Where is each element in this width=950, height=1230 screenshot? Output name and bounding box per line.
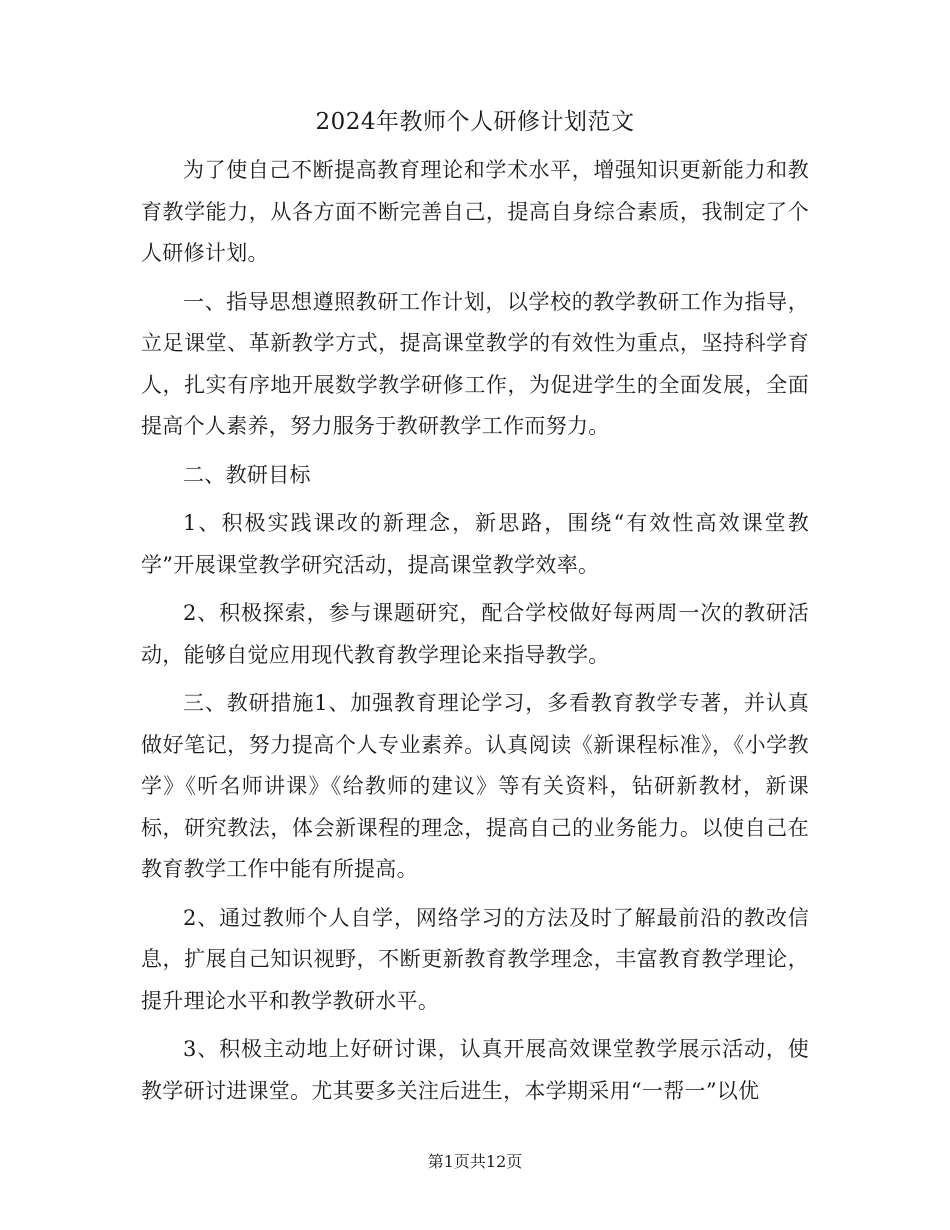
paragraph-intro: 为了使自己不断提高教育理论和学术水平，增强知识更新能力和教育教学能力，从各方面不断完善自己，提高自身综合素质，我制定了个人研修计划。 (141, 158, 809, 265)
paragraph-guiding-thought: 一、指导思想遵照教研工作计划，以学校的教学教研工作为指导，立足课堂、革新教学方式，提高课堂教学的有效性为重点，坚持科学育人，扎实有序地开展数学教学研修工作，为促进学生的全面发展，全面提高个人素养，努力服务于教研教学工作而努力。 (141, 289, 809, 438)
paragraph-research-goals-heading: 二、教研目标 (183, 462, 311, 487)
document-body (141, 150, 809, 1119)
paragraph-goal-2: 2、积极探索，参与课题研究，配合学校做好每两周一次的教研活动，能够自觉应用现代教育教学理论来指导教学。 (141, 601, 809, 667)
paragraph-measures-1: 三、教研措施1、加强教育理论学习，多看教育教学专著，并认真做好笔记，努力提高个人专业素养。认真阅读《新课程标准》，《小学教学》《听名师讲课》《给教师的建议》等有关资料，钻研新教材，新课标，研究教法，体会新课程的理念，提高自己的业务能力。以使自己在教育教学工作中能有所提高。 (141, 691, 809, 881)
document-title: 2024年教师个人研修计划范文 (315, 109, 635, 135)
paragraph-measures-3: 3、积极主动地上好研讨课，认真开展高效课堂教学展示活动，使教学研讨进课堂。尤其要多关注后进生，本学期采用“一帮一”以优 (141, 1037, 809, 1103)
page-number-footer: 第1页共12页 (427, 1152, 523, 1171)
paragraph-measures-2: 2、通过教师个人自学，网络学习的方法及时了解最前沿的教改信息，扩展自己知识视野，不断更新教育教学理念，丰富教育教学理论，提升理论水平和教学教研水平。 (141, 905, 809, 1013)
paragraph-goal-1: 1、积极实践课改的新理念，新思路，围绕“有效性高效课堂教学”开展课堂教学研究活动，提高课堂教学效率。 (141, 511, 809, 577)
